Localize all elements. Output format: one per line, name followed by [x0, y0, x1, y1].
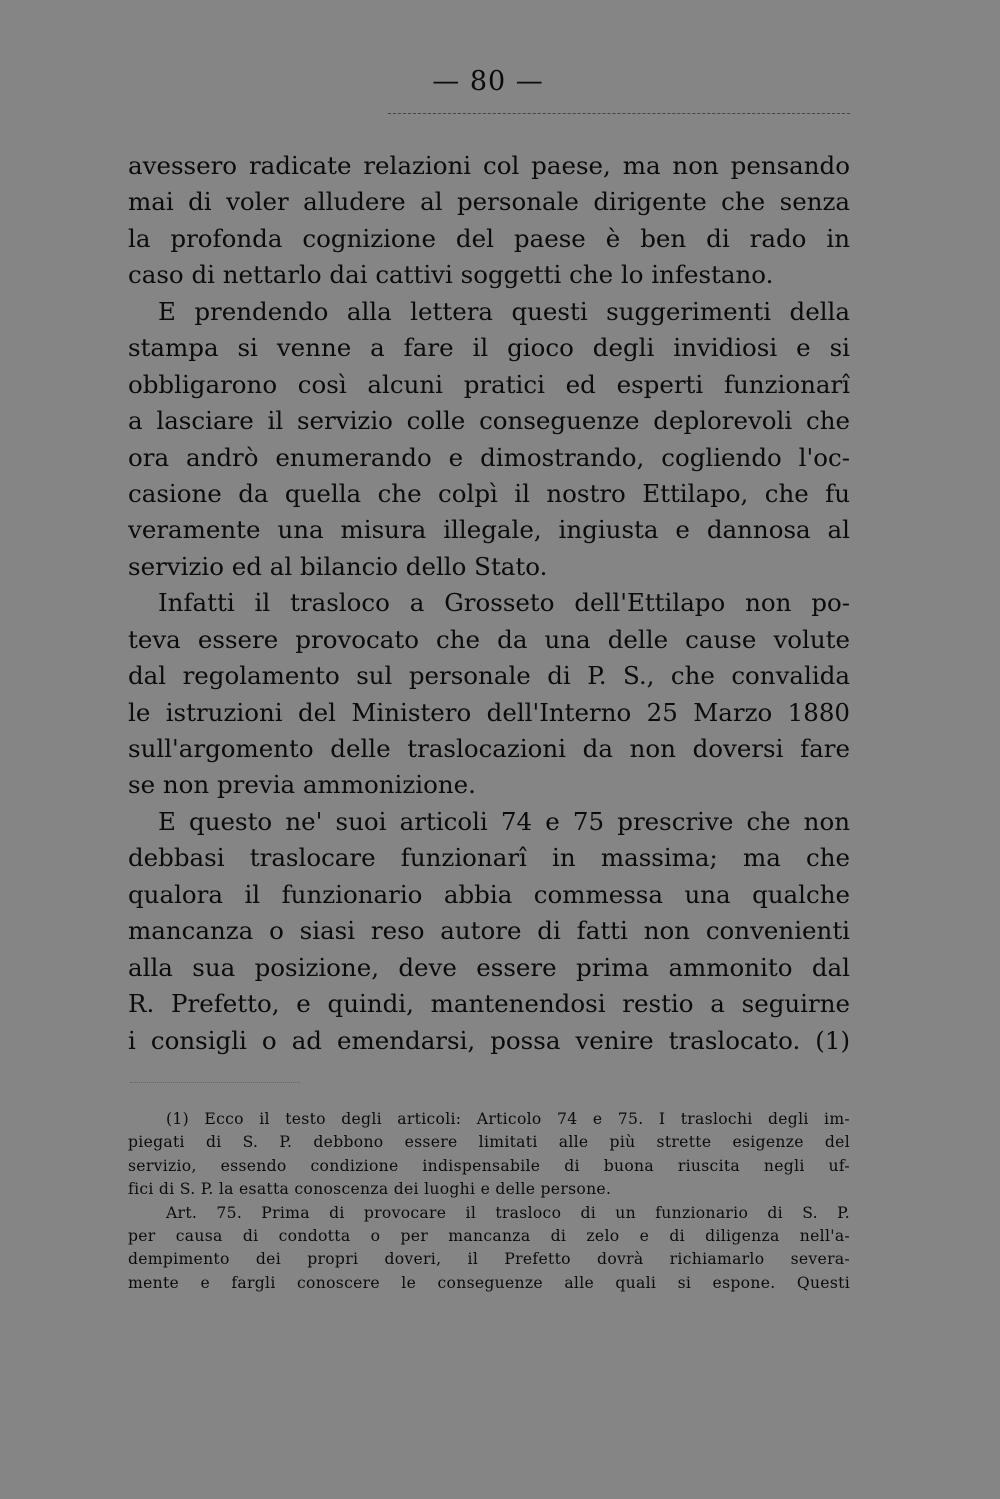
text-line: alla sua posizione, deve essere prima ammonito dal — [128, 952, 850, 982]
text-line: dal regolamento sul personale di P. S., che convalida — [128, 661, 850, 691]
text-line: veramente una misura illegale, ingiusta e dannosa al — [128, 515, 850, 545]
text-line: R. Prefetto, e quindi, mantenendosi restio a seguirne — [128, 989, 850, 1019]
footnote-line: fici di S. P. la esatta conoscenza dei luoghi e delle persone. — [128, 1180, 612, 1199]
text-line: ora andrò enumerando e dimostrando, cogliendo l'oc- — [128, 442, 850, 472]
text-line: le istruzioni del Ministero dell'Interno 25 Marzo 1880 — [128, 697, 850, 727]
header-rule — [388, 113, 850, 114]
text-line: obbligarono così alcuni pratici ed esperti funzionarî — [128, 369, 850, 399]
text-line: avessero radicate relazioni col paese, ma non pensando — [128, 151, 850, 180]
text-line: mai di voler alludere al personale dirigente che senza — [128, 187, 850, 217]
text-line: mancanza o siasi reso autore di fatti non convenienti — [128, 916, 850, 946]
text-line: caso di nettarlo dai cattivi soggetti che lo infestano. — [128, 260, 774, 290]
text-line: qualora il funzionario abbia commessa una qualche — [128, 879, 850, 909]
text-line: i consigli o ad emendarsi, possa venire traslocato. (1) — [128, 1025, 850, 1055]
footnotes — [128, 1108, 850, 1295]
footnote-line: per causa di condotta o per mancanza di zelo e di diligenza nell'a- — [128, 1226, 850, 1245]
footnote-line: servizio, essendo condizione indispensabile di buona riuscita negli uf- — [128, 1156, 850, 1175]
text-line: casione da quella che colpì il nostro Ettilapo, che fu — [128, 478, 850, 508]
text-line: Infatti il trasloco a Grosseto dell'Ettilapo non po- — [158, 588, 850, 618]
text-line: E prendendo alla lettera questi suggerimenti della — [158, 296, 850, 326]
text-line: a lasciare il servizio colle conseguenze deplorevoli che — [128, 406, 850, 436]
text-line: teva essere provocato che da una delle cause volute — [128, 624, 850, 654]
text-line: stampa si venne a fare il gioco degli invidiosi e si — [128, 333, 850, 363]
text-line: E questo ne' suoi articoli 74 e 75 prescrive che non — [158, 806, 850, 836]
text-line: sull'argomento delle traslocazioni da non doversi fare — [128, 734, 850, 763]
main-text — [128, 148, 850, 1059]
text-line: debbasi traslocare funzionarî in massima; ma che — [128, 843, 850, 873]
text-line: la profonda cognizione del paese è ben di rado in — [128, 223, 850, 253]
footnote-line: Art. 75. Prima di provocare il trasloco di un funzionario di S. P. — [166, 1203, 850, 1222]
footnote-rule — [130, 1082, 300, 1083]
footnote-line: dempimento dei propri doveri, il Prefetto dovrà richiamarlo severa- — [128, 1250, 850, 1269]
footnote-line: piegati di S. P. debbono essere limitati alle più strette esigenze del — [128, 1133, 850, 1152]
text-line: servizio ed al bilancio dello Stato. — [128, 551, 548, 581]
page-number: — 80 — — [432, 66, 544, 97]
footnote-line: mente e fargli conoscere le conseguenze alle quali si espone. Questi — [128, 1273, 850, 1292]
footnote-line: (1) Ecco il testo degli articoli: Articolo 74 e 75. I traslochi degli im- — [166, 1110, 850, 1128]
text-line: se non previa ammonizione. — [128, 770, 476, 800]
